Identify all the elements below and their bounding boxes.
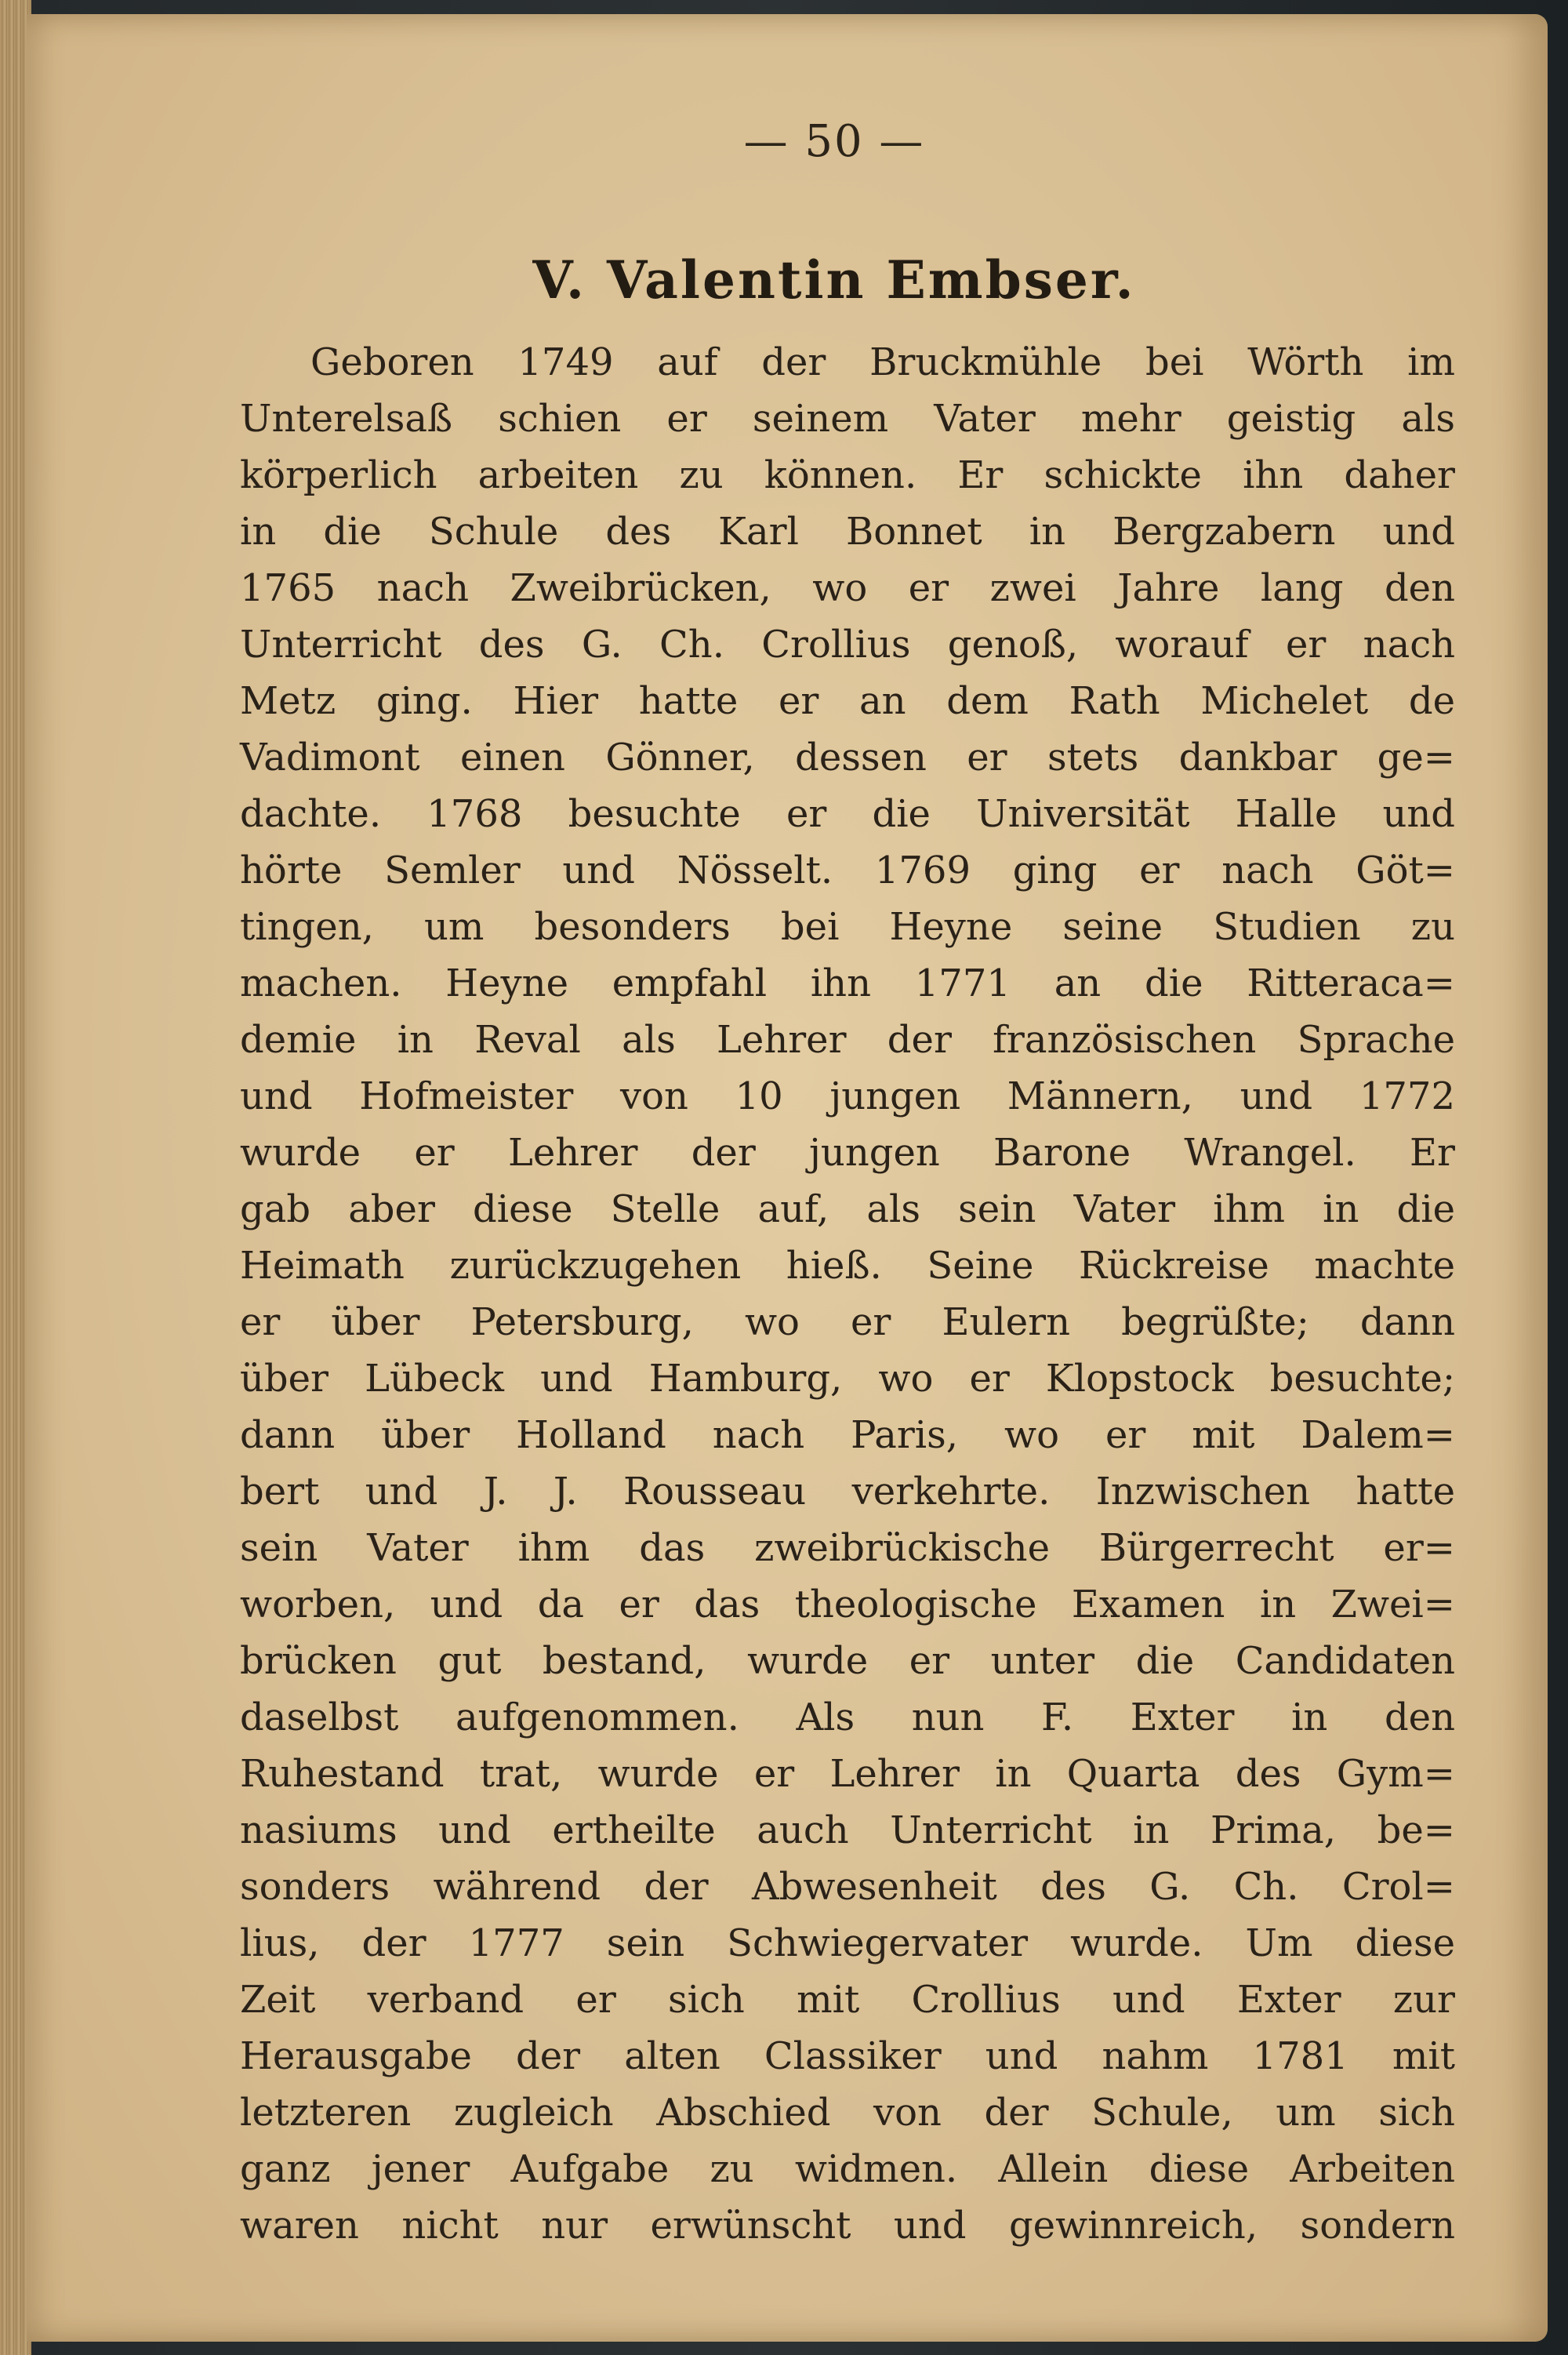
text-line: demie in Reval als Lehrer der französischen Sprache: [240, 1018, 1455, 1062]
text-line: bert und J. J. Rousseau verkehrte. Inzwischen hatte: [240, 1470, 1455, 1514]
text-line: brücken gut bestand, wurde er unter die Candidaten: [240, 1639, 1455, 1683]
body-text: [240, 334, 1455, 2254]
text-line: sonders während der Abwesenheit des G. Ch. Crol=: [240, 1865, 1455, 1909]
text-line: ganz jener Aufgabe zu widmen. Allein diese Arbeiten: [240, 2147, 1455, 2191]
text-line: worben, und da er das theologische Examen in Zwei=: [240, 1583, 1455, 1626]
text-line: körperlich arbeiten zu können. Er schickte ihn daher: [240, 453, 1455, 497]
text-line: Herausgabe der alten Classiker und nahm 1781 mit: [240, 2034, 1455, 2078]
text-line: Vadimont einen Gönner, dessen er stets dankbar ge=: [240, 736, 1455, 780]
text-line: Unterelsaß schien er seinem Vater mehr geistig als: [240, 397, 1455, 441]
text-line: Zeit verband er sich mit Crollius und Exter zur: [240, 1978, 1455, 2022]
text-line: Unterricht des G. Ch. Crollius genoß, worauf er nach: [240, 623, 1455, 667]
chapter-title: V. Valentin Embser.: [532, 249, 1136, 311]
text-line: letzteren zugleich Abschied von der Schule, um sich: [240, 2091, 1455, 2135]
text-line: lius, der 1777 sein Schwiegervater wurde. Um diese: [240, 1921, 1455, 1965]
text-line: waren nicht nur erwünscht und gewinnreich, sondern: [240, 2204, 1455, 2248]
text-line: daselbst aufgenommen. Als nun F. Exter in den: [240, 1695, 1455, 1739]
page-number: — 50 —: [743, 116, 925, 167]
text-line: er über Petersburg, wo er Eulern begrüßte; dann: [240, 1300, 1455, 1344]
text-line: machen. Heyne empfahl ihn 1771 an die Ritteraca=: [240, 961, 1455, 1005]
text-line: nasiums und ertheilte auch Unterricht in Prima, be=: [240, 1808, 1455, 1852]
text-line: hörte Semler und Nösselt. 1769 ging er nach Göt=: [240, 849, 1455, 892]
text-line: Heimath zurückzugehen hieß. Seine Rückreise machte: [240, 1244, 1455, 1288]
book-page: [27, 14, 1548, 2342]
text-line: Geboren 1749 auf der Bruckmühle bei Wörth im: [310, 340, 1455, 384]
text-line: Ruhestand trat, wurde er Lehrer in Quarta des Gym=: [240, 1752, 1455, 1796]
text-line: Metz ging. Hier hatte er an dem Rath Michelet de: [240, 679, 1455, 723]
text-line: sein Vater ihm das zweibrückische Bürgerrecht er=: [240, 1526, 1455, 1570]
text-line: dachte. 1768 besuchte er die Universität Halle und: [240, 792, 1455, 836]
text-line: gab aber diese Stelle auf, als sein Vater ihm in die: [240, 1187, 1455, 1231]
text-line: wurde er Lehrer der jungen Barone Wrangel. Er: [240, 1131, 1455, 1175]
text-line: über Lübeck und Hamburg, wo er Klopstock besuchte;: [240, 1357, 1455, 1401]
text-line: 1765 nach Zweibrücken, wo er zwei Jahre lang den: [240, 566, 1455, 610]
text-line: dann über Holland nach Paris, wo er mit Dalem=: [240, 1413, 1455, 1457]
text-line: und Hofmeister von 10 jungen Männern, und 1772: [240, 1074, 1455, 1118]
text-line: tingen, um besonders bei Heyne seine Studien zu: [240, 905, 1455, 949]
text-line: in die Schule des Karl Bonnet in Bergzabern und: [240, 510, 1455, 554]
